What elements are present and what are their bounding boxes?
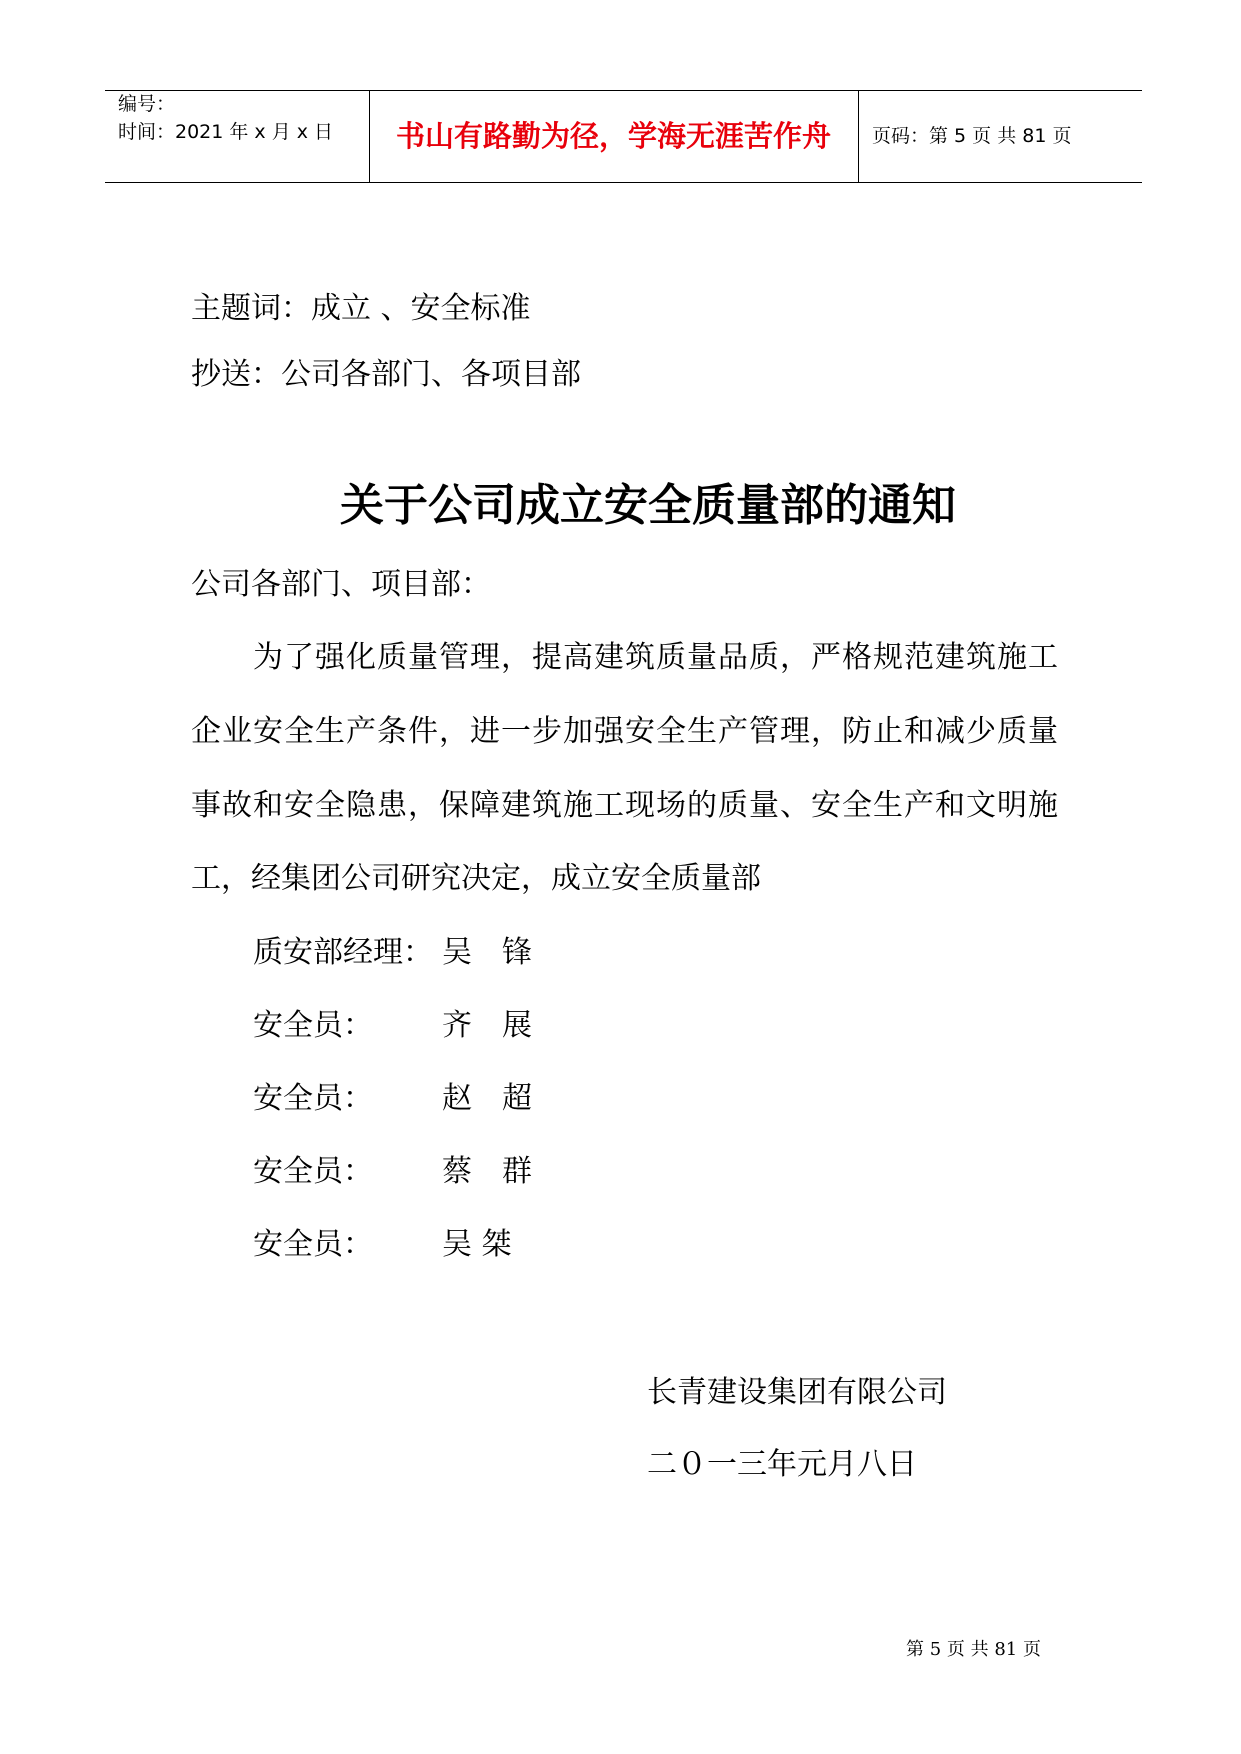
keywords-line: 主题词：成立 、安全标准 — [191, 291, 531, 326]
header-bottom-rule — [105, 182, 1142, 183]
footer-page-number: 第 5 页 共 81 页 — [906, 1639, 1041, 1660]
salutation: 公司各部门、项目部： — [191, 567, 491, 602]
personnel-role: 安全员： — [253, 1081, 373, 1116]
personnel-role: 安全员： — [253, 1154, 373, 1189]
personnel-name: 齐 展 — [442, 1008, 532, 1043]
body-line: 事故和安全隐患，保障建筑施工现场的质量、安全生产和文明施 — [191, 788, 1058, 823]
personnel-role: 安全员： — [253, 1227, 373, 1262]
serial-number-label: 编号： — [118, 93, 176, 115]
body-line: 为了强化质量管理，提高建筑质量品质，严格规范建筑施工 — [253, 640, 1058, 675]
body-line: 企业安全生产条件，进一步加强安全生产管理，防止和减少质量 — [191, 714, 1058, 749]
personnel-name: 吴 桀 — [442, 1227, 512, 1262]
personnel-role: 质安部经理： — [253, 935, 433, 970]
personnel-role: 安全员： — [253, 1008, 373, 1043]
cc-line: 抄送：公司各部门、各项目部 — [191, 357, 581, 392]
personnel-name: 赵 超 — [442, 1081, 532, 1116]
header-page-info: 页码：第 5 页 共 81 页 — [872, 125, 1072, 147]
personnel-name: 蔡 群 — [442, 1154, 532, 1189]
date-line: 时间：2021 年 x 月 x 日 — [118, 121, 334, 143]
signature-date: 二０一三年元月八日 — [647, 1447, 917, 1482]
header-divider-right — [858, 90, 859, 182]
personnel-name: 吴 锋 — [442, 935, 532, 970]
body-line: 工，经集团公司研究决定，成立安全质量部 — [191, 861, 761, 896]
notice-title: 关于公司成立安全质量部的通知 — [340, 480, 956, 531]
header-top-rule — [105, 90, 1142, 91]
header-motto: 书山有路勤为径，学海无涯苦作舟 — [395, 119, 831, 153]
signature-organization: 长青建设集团有限公司 — [647, 1375, 947, 1410]
